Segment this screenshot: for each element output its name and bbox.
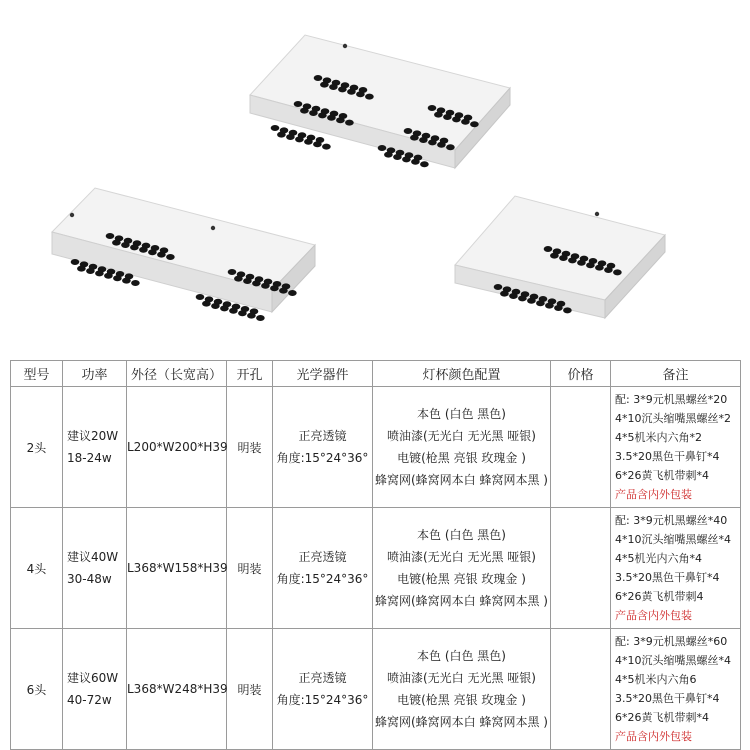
power-suggested: 建议40W <box>67 550 119 564</box>
led-lens <box>247 313 256 319</box>
optics-lens: 正亮透镜 <box>298 550 347 564</box>
note-packaging: 产品含内外包装 <box>615 609 692 622</box>
led-lens <box>500 291 509 297</box>
led-lens <box>470 121 479 127</box>
note-line: 3.5*20黑色干鼻钉*4 <box>615 571 720 584</box>
led-lens <box>238 310 247 316</box>
color-option: 蜂窝网(蜂窝网本白 蜂窝网本黑 ) <box>375 594 548 608</box>
cell-model: 4头 <box>11 508 63 629</box>
led-lens <box>347 89 356 95</box>
led-lens <box>95 270 104 276</box>
led-lens <box>130 244 139 250</box>
led-lens <box>86 268 95 274</box>
led-lens <box>322 144 331 150</box>
cell-optics <box>273 508 373 629</box>
note-line: 4*10沉头缩嘴黑螺丝*4 <box>615 654 731 667</box>
note-line: 6*26黄飞机带刺*4 <box>615 711 709 724</box>
led-lens <box>122 278 131 284</box>
led-lens <box>586 262 595 268</box>
color-option: 本色 (白色 黑色) <box>417 407 506 421</box>
led-lens <box>536 300 545 306</box>
note-line: 配: 3*9元机黑螺丝*60 <box>615 635 728 648</box>
led-lens <box>568 257 577 263</box>
led-lens <box>166 254 175 260</box>
header-model: 型号 <box>11 361 63 387</box>
led-lens <box>437 142 446 148</box>
led-lens <box>261 283 270 289</box>
cell-mount: 明装 <box>227 629 273 750</box>
header-optics: 光学器件 <box>273 361 373 387</box>
note-line: 6*26黄飞机带刺4 <box>615 590 704 603</box>
led-lens <box>131 280 140 286</box>
led-lens <box>271 125 280 131</box>
note-line: 4*10沉头缩嘴黑螺丝*2 <box>615 412 731 425</box>
cell-colors <box>373 508 551 629</box>
led-lens <box>461 119 470 125</box>
led-lens <box>252 280 261 286</box>
led-lens <box>196 294 205 300</box>
led-lens <box>234 276 243 282</box>
led-lens <box>446 144 455 150</box>
led-lens <box>243 278 252 284</box>
led-lens <box>428 139 437 145</box>
led-lens <box>545 303 554 309</box>
cell-dimensions: L368*W248*H39 <box>127 629 227 750</box>
led-lens <box>286 134 295 140</box>
led-lens <box>202 301 211 307</box>
note-line: 4*5机光内六角*4 <box>615 552 702 565</box>
led-lens <box>139 247 148 253</box>
led-lens <box>121 242 130 248</box>
led-lens <box>228 269 237 275</box>
header-colors: 灯杯颜色配置 <box>373 361 551 387</box>
cell-dimensions: L368*W158*H39 <box>127 508 227 629</box>
cell-notes <box>611 508 741 629</box>
cell-power <box>63 629 127 750</box>
led-lens <box>345 120 354 126</box>
led-lens <box>256 315 265 321</box>
led-lens <box>113 275 122 281</box>
led-lens <box>550 253 559 259</box>
note-line: 4*5机米内六角*2 <box>615 431 702 444</box>
cell-optics <box>273 387 373 508</box>
note-packaging: 产品含内外包装 <box>615 730 692 743</box>
cell-notes <box>611 387 741 508</box>
led-lens <box>112 240 121 246</box>
note-packaging: 产品含内外包装 <box>615 488 692 501</box>
led-lens <box>277 132 286 138</box>
led-lens <box>356 91 365 97</box>
led-lens <box>384 152 393 158</box>
led-lens <box>329 84 338 90</box>
led-lens <box>554 305 563 311</box>
header-mount: 开孔 <box>227 361 273 387</box>
cell-power <box>63 508 127 629</box>
led-lens <box>494 284 503 290</box>
led-lens <box>378 145 387 151</box>
cell-notes <box>611 629 741 750</box>
led-lens <box>577 260 586 266</box>
led-lens <box>314 75 323 81</box>
cell-mount: 明装 <box>227 387 273 508</box>
led-lens <box>434 112 443 118</box>
led-lens <box>279 288 288 294</box>
led-lens <box>595 265 604 271</box>
color-option: 蜂窝网(蜂窝网本白 蜂窝网本黑 ) <box>375 715 548 729</box>
led-lens <box>338 86 347 92</box>
cell-price <box>551 629 611 750</box>
cell-model: 2头 <box>11 387 63 508</box>
led-lens <box>77 266 86 272</box>
cell-model: 6头 <box>11 629 63 750</box>
led-lens <box>420 161 429 167</box>
color-option: 蜂窝网(蜂窝网本白 蜂窝网本黑 ) <box>375 473 548 487</box>
color-option: 电镀(枪黑 亮银 玫瑰金 ) <box>397 451 526 465</box>
color-option: 喷油漆(无光白 无光黑 哑银) <box>387 429 536 443</box>
table-header-row <box>11 361 741 387</box>
led-lens <box>527 298 536 304</box>
table-row <box>11 629 741 750</box>
led-lens <box>300 108 309 114</box>
led-lens <box>563 307 572 313</box>
color-option: 喷油漆(无光白 无光黑 哑银) <box>387 671 536 685</box>
header-power: 功率 <box>63 361 127 387</box>
led-lens <box>148 249 157 255</box>
led-lens <box>211 303 220 309</box>
led-lens <box>544 246 553 252</box>
led-lens <box>402 156 411 162</box>
note-line: 3.5*20黑色干鼻钉*4 <box>615 692 720 705</box>
led-lens <box>604 267 613 273</box>
led-lens <box>288 290 297 296</box>
led-lens <box>411 159 420 165</box>
optics-angle: 角度:15°24°36° <box>276 572 369 586</box>
led-lens <box>294 101 303 107</box>
cell-price <box>551 387 611 508</box>
cell-power <box>63 387 127 508</box>
note-line: 配: 3*9元机黑螺丝*20 <box>615 393 728 406</box>
mounting-hole <box>70 213 74 217</box>
led-lens <box>327 115 336 121</box>
led-lens <box>404 128 413 134</box>
led-lens <box>613 269 622 275</box>
led-lens <box>419 137 428 143</box>
power-range: 30-48w <box>67 572 112 586</box>
led-lens <box>104 273 113 279</box>
led-lens <box>410 135 419 141</box>
mounting-hole <box>595 212 599 216</box>
led-lens <box>270 285 279 291</box>
optics-angle: 角度:15°24°36° <box>276 693 369 707</box>
led-lens <box>443 114 452 120</box>
led-lens <box>452 116 461 122</box>
cell-optics <box>273 629 373 750</box>
led-lens <box>393 154 402 160</box>
led-lens <box>106 233 115 239</box>
led-lens <box>157 252 166 258</box>
led-lens <box>229 308 238 314</box>
led-lens <box>518 295 527 301</box>
led-lens <box>313 141 322 147</box>
note-line: 4*5机米内六角6 <box>615 673 697 686</box>
color-option: 本色 (白色 黑色) <box>417 528 506 542</box>
led-lens <box>509 293 518 299</box>
led-lens <box>71 259 80 265</box>
fixture-4-head <box>52 188 315 312</box>
led-lens <box>559 255 568 261</box>
led-lens <box>365 94 374 100</box>
table-row <box>11 508 741 629</box>
optics-lens: 正亮透镜 <box>298 429 347 443</box>
led-lens <box>309 110 318 116</box>
color-option: 电镀(枪黑 亮银 玫瑰金 ) <box>397 572 526 586</box>
header-dimensions: 外径（长宽高） <box>127 361 227 387</box>
note-line: 6*26黄飞机带刺*4 <box>615 469 709 482</box>
mounting-hole <box>343 44 347 48</box>
spec-table <box>10 360 741 750</box>
note-line: 4*10沉头缩嘴黑螺丝*4 <box>615 533 731 546</box>
power-suggested: 建议20W <box>67 429 119 443</box>
note-line: 配: 3*9元机黑螺丝*40 <box>615 514 728 527</box>
mounting-hole <box>211 226 215 230</box>
led-lens <box>428 105 437 111</box>
led-lens <box>304 139 313 145</box>
cell-dimensions: L200*W200*H39 <box>127 387 227 508</box>
led-lens <box>336 117 345 123</box>
cell-mount: 明装 <box>227 508 273 629</box>
led-lens <box>320 82 329 88</box>
product-illustration <box>0 0 750 345</box>
led-lens <box>295 136 304 142</box>
cell-price <box>551 508 611 629</box>
color-option: 喷油漆(无光白 无光黑 哑银) <box>387 550 536 564</box>
color-option: 本色 (白色 黑色) <box>417 649 506 663</box>
led-lens <box>220 305 229 311</box>
color-option: 电镀(枪黑 亮银 玫瑰金 ) <box>397 693 526 707</box>
header-price: 价格 <box>551 361 611 387</box>
cell-colors <box>373 387 551 508</box>
power-range: 18-24w <box>67 451 112 465</box>
cell-colors <box>373 629 551 750</box>
power-suggested: 建议60W <box>67 671 119 685</box>
power-range: 40-72w <box>67 693 112 707</box>
optics-angle: 角度:15°24°36° <box>276 451 369 465</box>
table-row <box>11 387 741 508</box>
optics-lens: 正亮透镜 <box>298 671 347 685</box>
header-notes: 备注 <box>611 361 741 387</box>
note-line: 3.5*20黑色干鼻钉*4 <box>615 450 720 463</box>
led-lens <box>318 112 327 118</box>
